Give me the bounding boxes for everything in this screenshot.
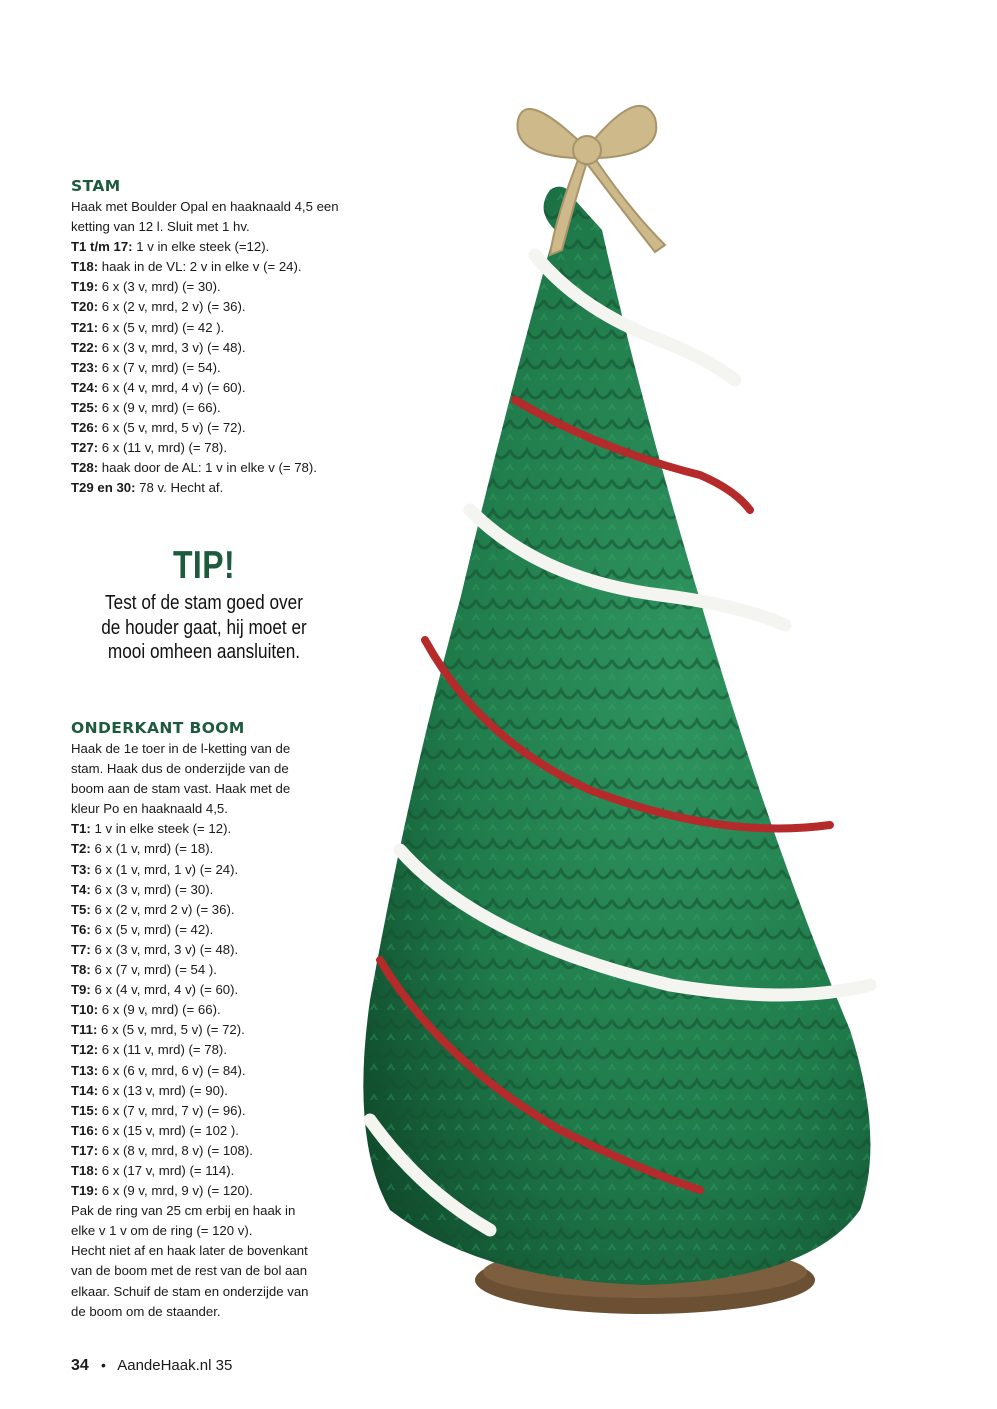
row-text: 6 x (13 v, mrd) (= 90). (98, 1082, 228, 1098)
onderkant-section (71, 718, 346, 1322)
stam-intro: Haak met Boulder Opal en haaknaald 4,5 een ketting van 12 l. Sluit met 1 hv. (71, 199, 339, 235)
row-text: 6 x (9 v, mrd) (= 66). (98, 1002, 221, 1018)
row-text: 6 x (7 v, mrd) (= 54 ). (90, 962, 217, 978)
row-label: T28: (71, 460, 99, 476)
row-text: 1 v in elke steek (=12). (132, 239, 270, 255)
row-text: haak in de VL: 2 v in elke v (= 24). (98, 259, 302, 275)
row-text: 6 x (5 v, mrd, 5 v) (= 72). (98, 420, 246, 436)
instruction-row (71, 880, 346, 900)
instruction-row (71, 318, 346, 338)
outro-line: van de boom met de rest van de bol aan (71, 1263, 308, 1279)
row-label: T11: (71, 1022, 98, 1038)
tip-line: mooi omheen aansluiten. (107, 641, 301, 663)
intro-line: boom aan de stam vast. Haak met de (71, 781, 291, 797)
row-label: T16: (71, 1122, 99, 1138)
instruction-row (71, 839, 346, 859)
instruction-row (71, 960, 346, 980)
row-text: 6 x (3 v, mrd) (= 30). (90, 881, 214, 897)
row-label: T18: (71, 1162, 99, 1178)
row-text: 1 v in elke steek (= 12). (90, 821, 232, 837)
row-label: T7: (71, 941, 91, 957)
row-text: 6 x (3 v, mrd) (= 30). (98, 279, 221, 295)
row-label: T6: (71, 921, 91, 937)
instruction-row (71, 478, 346, 498)
row-text: 6 x (2 v, mrd 2 v) (= 36). (90, 901, 235, 917)
row-text: 6 x (9 v, mrd) (= 66). (98, 399, 221, 415)
row-text: 6 x (7 v, mrd) (= 54). (98, 359, 221, 375)
onderkant-rows (71, 819, 346, 1201)
row-text: 6 x (5 v, mrd) (= 42 ). (98, 319, 225, 335)
row-label: T21: (71, 319, 99, 335)
row-text: 6 x (2 v, mrd, 2 v) (= 36). (98, 299, 246, 315)
outro-line: Pak de ring van 25 cm erbij en haak in (71, 1203, 296, 1219)
stam-heading: STAM (71, 177, 121, 195)
row-label: T19: (71, 1183, 99, 1199)
row-label: T23: (71, 359, 99, 375)
row-text: haak door de AL: 1 v in elke v (= 78). (98, 460, 317, 476)
instruction-row (71, 1020, 346, 1040)
stam-section (71, 176, 346, 498)
row-label: T20: (71, 299, 99, 315)
row-label: T24: (71, 379, 99, 395)
instruction-row (71, 1101, 346, 1121)
onderkant-heading: ONDERKANT BOOM (71, 719, 245, 737)
instruction-row (71, 1181, 346, 1201)
row-label: T9: (71, 982, 91, 998)
footer-bullet: • (100, 1357, 106, 1373)
instruction-row (71, 1141, 346, 1161)
instruction-row (71, 819, 346, 839)
instruction-row (71, 940, 346, 960)
row-label: T1 t/m 17: (71, 239, 133, 255)
row-text: 6 x (3 v, mrd, 3 v) (= 48). (98, 339, 246, 355)
tip-line: de houder gaat, hij moet er (101, 616, 307, 639)
instruction-row (71, 297, 346, 317)
magazine-name: AandeHaak.nl 35 (117, 1357, 233, 1374)
intro-line: Haak de 1e toer in de l-ketting van de (71, 741, 291, 756)
row-label: T8: (71, 962, 91, 978)
intro-line: stam. Haak dus de onderzijde van de (71, 761, 289, 777)
outro-line: Hecht niet af en haak later de bovenkant (71, 1243, 308, 1259)
row-text: 6 x (15 v, mrd) (= 102 ). (98, 1122, 239, 1138)
row-label: T14: (71, 1082, 99, 1098)
outro-line: elke v 1 v om de ring (= 120 v). (71, 1223, 253, 1239)
instruction-row (71, 1081, 346, 1101)
instruction-row (71, 378, 346, 398)
instruction-row (71, 920, 346, 940)
row-label: T18: (71, 259, 99, 275)
row-label: T4: (71, 881, 91, 897)
intro-line: kleur Po en haaknaald 4,5. (71, 801, 228, 817)
row-label: T29 en 30: (71, 480, 136, 496)
row-text: 6 x (5 v, mrd, 5 v) (= 72). (97, 1022, 245, 1038)
tip-text (89, 591, 319, 665)
row-text: 6 x (3 v, mrd, 3 v) (= 48). (90, 941, 239, 957)
row-text: 6 x (9 v, mrd, 9 v) (= 120). (98, 1183, 253, 1199)
crochet-christmas-tree-photo (340, 80, 900, 1320)
row-label: T13: (71, 1062, 99, 1078)
instruction-row (71, 1000, 346, 1020)
row-text: 6 x (5 v, mrd) (= 42). (90, 921, 214, 937)
row-text: 6 x (6 v, mrd, 6 v) (= 84). (98, 1062, 246, 1078)
tip-line: Test of de stam goed over (105, 592, 303, 614)
row-label: T12: (71, 1042, 99, 1058)
instruction-row (71, 1061, 346, 1081)
instruction-row (71, 458, 346, 478)
outro-line: elkaar. Schuif de stam en onderzijde van (71, 1283, 309, 1299)
onderkant-intro (71, 739, 346, 819)
instruction-row (71, 358, 346, 378)
row-label: T5: (71, 901, 91, 917)
row-text: 6 x (11 v, mrd) (= 78). (98, 440, 227, 456)
row-label: T25: (71, 399, 99, 415)
row-text: 6 x (4 v, mrd, 4 v) (= 60). (98, 379, 246, 395)
instruction-row (71, 277, 346, 297)
row-label: T17: (71, 1142, 99, 1158)
tip-box (70, 543, 338, 665)
instruction-row (71, 398, 346, 418)
page-footer (71, 1354, 232, 1377)
tip-title: TIP! (172, 544, 236, 587)
instruction-row (71, 860, 346, 880)
instruction-row (71, 338, 346, 358)
instruction-row (71, 237, 346, 257)
onderkant-outro (71, 1201, 346, 1322)
row-text: 6 x (8 v, mrd, 8 v) (= 108). (98, 1142, 253, 1158)
row-label: T26: (71, 420, 99, 436)
row-label: T3: (71, 861, 91, 877)
instruction-row (71, 257, 346, 277)
row-text: 6 x (11 v, mrd) (= 78). (98, 1042, 227, 1058)
row-label: T10: (71, 1002, 99, 1018)
row-label: T15: (71, 1102, 99, 1118)
row-text: 6 x (1 v, mrd) (= 18). (90, 841, 214, 857)
instruction-row (71, 438, 346, 458)
instruction-row (71, 1161, 346, 1181)
row-label: T2: (71, 841, 91, 857)
outro-line: de boom om de staander. (71, 1303, 221, 1319)
stam-rows (71, 237, 346, 498)
instruction-row (71, 1121, 346, 1141)
row-text: 6 x (4 v, mrd, 4 v) (= 60). (90, 982, 239, 998)
instruction-row (71, 900, 346, 920)
row-label: T1: (71, 821, 91, 837)
instruction-row (71, 418, 346, 438)
row-text: 6 x (1 v, mrd, 1 v) (= 24). (90, 861, 239, 877)
instruction-row (71, 1040, 346, 1060)
row-text: 78 v. Hecht af. (135, 480, 224, 496)
row-label: T19: (71, 279, 99, 295)
row-label: T22: (71, 339, 99, 355)
row-label: T27: (71, 440, 99, 456)
row-text: 6 x (7 v, mrd, 7 v) (= 96). (98, 1102, 246, 1118)
page-number: 34 (71, 1357, 89, 1374)
instruction-row (71, 980, 346, 1000)
row-text: 6 x (17 v, mrd) (= 114). (98, 1162, 235, 1178)
